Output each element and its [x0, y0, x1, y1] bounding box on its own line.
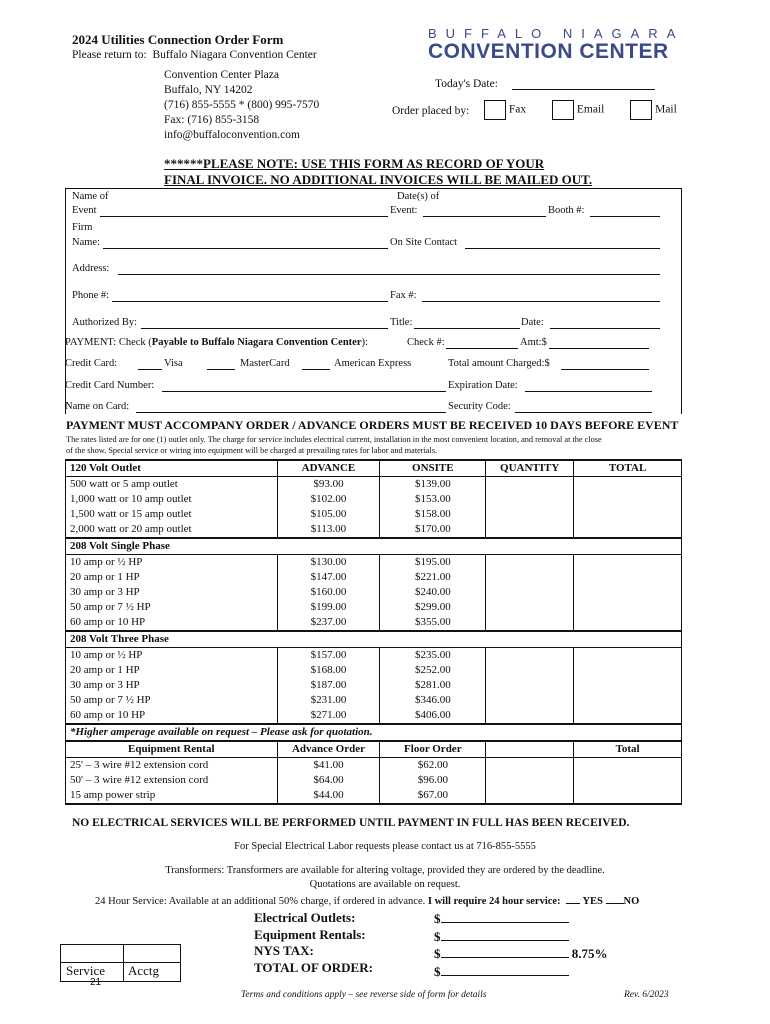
onsite-contact-field[interactable] — [465, 248, 660, 249]
advance-price: $199.00 — [277, 600, 380, 615]
rate-description: 1,500 watt or 15 amp outlet — [66, 507, 278, 522]
electrical-outlets-total[interactable] — [434, 910, 608, 928]
return-label: Please return to: — [72, 49, 147, 61]
payment-line — [65, 337, 368, 348]
logo-top-text: BUFFALO NIAGARA — [428, 26, 685, 41]
advance-price: $271.00 — [277, 708, 380, 724]
hour24-question: I will require 24 hour service: — [427, 896, 561, 907]
quantity-cell[interactable] — [486, 758, 574, 774]
no-service-notice: NO ELECTRICAL SERVICES WILL BE PERFORMED UNTIL PAYMENT IN FULL HAS BEEN RECEIVED. — [72, 817, 630, 829]
firm-name-field[interactable] — [103, 248, 388, 249]
mastercard-label: MasterCard — [240, 358, 290, 369]
equip-header-total: Total — [574, 741, 682, 758]
total-cell[interactable] — [574, 522, 682, 538]
advance-price: $160.00 — [277, 585, 380, 600]
total-cell[interactable] — [574, 507, 682, 522]
advance-price: $113.00 — [277, 522, 380, 538]
amount-line — [441, 910, 569, 923]
event-label: Event — [72, 205, 97, 216]
authorized-by-field[interactable] — [141, 328, 388, 329]
order-total[interactable] — [434, 963, 608, 981]
table-row — [66, 585, 682, 600]
totals-fields — [434, 910, 608, 980]
name-on-card-field[interactable] — [136, 412, 446, 413]
onsite-contact-label: On Site Contact — [390, 237, 458, 248]
payment-suffix: ): — [361, 337, 368, 348]
dollar-sign: $ — [434, 963, 441, 979]
firm-label: Firm — [72, 222, 93, 233]
quantity-cell[interactable] — [486, 693, 574, 708]
equipment-rentals-total[interactable] — [434, 928, 608, 946]
onsite-price: $281.00 — [380, 678, 486, 693]
onsite-price: $158.00 — [380, 507, 486, 522]
onsite-price: $62.00 — [380, 758, 486, 774]
advance-price: $105.00 — [277, 507, 380, 522]
security-code-label: Security Code: — [448, 401, 511, 412]
no-field[interactable] — [606, 903, 624, 904]
advance-price: $64.00 — [277, 773, 380, 788]
notice-line-1: ******PLEASE NOTE: USE THIS FORM AS RECORD OF YOUR — [164, 156, 545, 171]
payment-payable: Payable to Buffalo Niagara Convention Center — [151, 337, 362, 348]
amount-line — [441, 928, 569, 941]
section-208v-single — [66, 555, 682, 632]
yes-label: YES — [582, 896, 603, 907]
advance-price: $44.00 — [277, 788, 380, 804]
todays-date-label: Today's Date: — [435, 78, 498, 90]
amount-field[interactable] — [549, 348, 649, 349]
total-cell[interactable] — [574, 648, 682, 664]
total-cell[interactable] — [574, 708, 682, 724]
onsite-price: $406.00 — [380, 708, 486, 724]
advance-price: $41.00 — [277, 758, 380, 774]
date-label: Date: — [521, 317, 544, 328]
amex-label: American Express — [334, 358, 412, 369]
total-cell[interactable] — [574, 663, 682, 678]
quantity-cell[interactable] — [486, 773, 574, 788]
equip-header-rental: Equipment Rental — [66, 741, 278, 758]
booth-field[interactable] — [590, 216, 660, 217]
payment-notice: PAYMENT MUST ACCOMPANY ORDER / ADVANCE ORDERS MUST BE RECEIVED 10 DAYS BEFORE EVENT — [66, 418, 679, 432]
section-header-row — [66, 631, 682, 648]
event-name-field[interactable] — [100, 216, 388, 217]
email-option-label: Email — [576, 103, 605, 116]
quantity-cell[interactable] — [486, 678, 574, 693]
advance-price: $187.00 — [277, 678, 380, 693]
rate-description: 60 amp or 10 HP — [66, 708, 278, 724]
phone-label: Phone #: — [72, 290, 110, 301]
equip-header-advance: Advance Order — [277, 741, 380, 758]
rate-description: 25' – 3 wire #12 extension cord — [66, 758, 278, 774]
table-row — [66, 570, 682, 585]
total-cell[interactable] — [574, 615, 682, 631]
table-row — [66, 693, 682, 708]
name-on-card-label: Name on Card: — [65, 401, 130, 412]
quantity-cell[interactable] — [486, 507, 574, 522]
fax-label: Fax #: — [390, 290, 417, 301]
quantity-cell[interactable] — [486, 615, 574, 631]
form-title: 2024 Utilities Connection Order Form — [72, 32, 284, 47]
onsite-price: $221.00 — [380, 570, 486, 585]
quantity-cell[interactable] — [486, 600, 574, 615]
quantity-cell[interactable] — [486, 663, 574, 678]
rates-note-1: The rates listed are for one (1) outlet only. The charge for service includes electrical current, installation in the most convenient location, and removal at the close — [66, 435, 602, 444]
address-label: Address: — [72, 263, 110, 274]
tax-rate: 8.75% — [571, 946, 608, 961]
onsite-price: $153.00 — [380, 492, 486, 507]
quantity-cell[interactable] — [486, 708, 574, 724]
visa-label: Visa — [164, 358, 183, 369]
return-to-name: Buffalo Niagara Convention Center — [152, 49, 317, 61]
quantity-cell[interactable] — [486, 555, 574, 571]
quantity-cell[interactable] — [486, 570, 574, 585]
equip-header-quantity — [486, 741, 574, 758]
hour24-line — [95, 896, 639, 907]
amount-line — [441, 945, 569, 958]
quantity-cell[interactable] — [486, 492, 574, 507]
onsite-price: $67.00 — [380, 788, 486, 804]
table-row — [66, 663, 682, 678]
mail-option-label: Mail — [655, 103, 677, 116]
col-header-advance: ADVANCE — [277, 460, 380, 477]
onsite-price: $299.00 — [380, 600, 486, 615]
address-line: Buffalo, NY 14202 — [164, 84, 253, 96]
table-row — [66, 600, 682, 615]
rate-description: 10 amp or ½ HP — [66, 555, 278, 571]
total-cell[interactable] — [574, 585, 682, 600]
notice-line-2: FINAL INVOICE. NO ADDITIONAL INVOICES WILL BE MAILED OUT. — [164, 172, 593, 187]
mail-checkbox[interactable] — [630, 100, 652, 120]
total-order-label: TOTAL OF ORDER: — [254, 959, 373, 975]
advance-price: $237.00 — [277, 615, 380, 631]
higher-amperage-row — [66, 724, 682, 741]
dollar-sign: $ — [434, 946, 441, 961]
advance-price: $157.00 — [277, 648, 380, 664]
total-cell[interactable] — [574, 693, 682, 708]
date-field[interactable] — [550, 328, 660, 329]
table-row — [66, 708, 682, 724]
col-header-total: TOTAL — [574, 460, 682, 477]
quantity-cell[interactable] — [486, 585, 574, 600]
rate-description: 30 amp or 3 HP — [66, 585, 278, 600]
check-number-label: Check #: — [407, 337, 445, 348]
nys-tax-label: NYS TAX: — [254, 943, 314, 958]
acctg-label: Acctg — [128, 963, 160, 978]
phone-line: (716) 855-5555 * (800) 995-7570 — [164, 99, 320, 111]
payment-prefix: PAYMENT: Check ( — [65, 337, 152, 348]
email-line: info@buffaloconvention.com — [164, 129, 300, 141]
table-row — [66, 758, 682, 774]
email-checkbox[interactable] — [552, 100, 574, 120]
nys-tax-total[interactable] — [434, 945, 608, 963]
advance-price: $93.00 — [277, 477, 380, 493]
rate-description: 60 amp or 10 HP — [66, 615, 278, 631]
advance-price: $231.00 — [277, 693, 380, 708]
section-title-208-single: 208 Volt Single Phase — [66, 538, 682, 555]
name-of-label: Name of — [72, 191, 109, 202]
mastercard-checkbox[interactable] — [207, 369, 235, 370]
table-row — [66, 648, 682, 664]
rate-description: 50 amp or 7 ½ HP — [66, 693, 278, 708]
onsite-price: $346.00 — [380, 693, 486, 708]
higher-amperage-note: *Higher amperage available on request – Please ask for quotation. — [66, 724, 682, 741]
total-charged-label: Total amount Charged:$ — [448, 358, 550, 369]
expiration-field[interactable] — [525, 391, 652, 392]
visa-checkbox[interactable] — [138, 369, 162, 370]
section-title-208-three: 208 Volt Three Phase — [66, 631, 682, 648]
onsite-price: $96.00 — [380, 773, 486, 788]
onsite-price: $355.00 — [380, 615, 486, 631]
table-header-row — [66, 460, 682, 477]
onsite-price: $252.00 — [380, 663, 486, 678]
total-charged-field[interactable] — [561, 369, 649, 370]
section-120v — [66, 477, 682, 539]
phone-field[interactable] — [112, 301, 388, 302]
hour24-text: 24 Hour Service: Available at an additional 50% charge, if ordered in advance. — [95, 896, 426, 907]
address-field[interactable] — [118, 274, 660, 275]
total-cell[interactable] — [574, 758, 682, 774]
address-line: Convention Center Plaza — [164, 69, 279, 81]
transformers-line: Transformers: Transformers are available for altering voltage, provided they are ordered by the deadline. — [165, 865, 605, 876]
table-row — [66, 615, 682, 631]
office-box-divider — [123, 944, 124, 982]
rate-description: 2,000 watt or 20 amp outlet — [66, 522, 278, 538]
return-to-line — [72, 49, 317, 61]
dollar-sign: $ — [434, 911, 441, 926]
advance-price: $147.00 — [277, 570, 380, 585]
totals-labels — [254, 910, 373, 976]
service-label: Service — [66, 963, 105, 978]
total-cell[interactable] — [574, 492, 682, 507]
table-row — [66, 678, 682, 693]
expiration-label: Expiration Date: — [448, 380, 518, 391]
advance-price: $130.00 — [277, 555, 380, 571]
amount-label: Amt:$ — [520, 337, 547, 348]
no-label: NO — [623, 896, 640, 907]
todays-date-field[interactable] — [512, 89, 655, 90]
rate-description: 50 amp or 7 ½ HP — [66, 600, 278, 615]
fax-line: Fax: (716) 855-3158 — [164, 114, 260, 126]
booth-label: Booth #: — [548, 205, 585, 216]
rate-description: 50' – 3 wire #12 extension cord — [66, 773, 278, 788]
dollar-sign: $ — [434, 928, 441, 944]
quantity-cell[interactable] — [486, 788, 574, 804]
revision-label: Rev. 6/2023 — [624, 990, 669, 1000]
table-row — [66, 477, 682, 493]
col-header-outlet: 120 Volt Outlet — [66, 460, 278, 477]
total-cell[interactable] — [574, 788, 682, 804]
authorized-by-label: Authorized By: — [72, 317, 138, 328]
quotations-line: Quotations are available on request. — [309, 879, 461, 890]
order-options — [484, 100, 677, 120]
table-row — [66, 507, 682, 522]
firm-name-label: Name: — [72, 237, 100, 248]
event-dates-label: Event: — [390, 205, 418, 216]
equipment-rows — [66, 758, 682, 805]
quantity-cell[interactable] — [486, 522, 574, 538]
amount-line — [441, 963, 569, 976]
quantity-cell[interactable] — [486, 648, 574, 664]
advance-price: $168.00 — [277, 663, 380, 678]
advance-price: $102.00 — [277, 492, 380, 507]
address-block — [164, 68, 319, 143]
rate-description: 20 amp or 1 HP — [66, 570, 278, 585]
rates-note-2: of the show. Special service or wiring into equipment will be charged at prevailing rates for labor and materials. — [66, 446, 438, 455]
onsite-price: $235.00 — [380, 648, 486, 664]
logo-bottom-text: CONVENTION CENTER — [428, 40, 669, 63]
table-row — [66, 492, 682, 507]
total-cell[interactable] — [574, 600, 682, 615]
onsite-price: $195.00 — [380, 555, 486, 571]
page-number: 21 — [90, 977, 102, 988]
title-field[interactable] — [414, 328, 520, 329]
fax-field[interactable] — [422, 301, 660, 302]
security-code-field[interactable] — [515, 412, 652, 413]
rate-description: 500 watt or 5 amp outlet — [66, 477, 278, 493]
amex-checkbox[interactable] — [302, 369, 330, 370]
fax-option-label: Fax — [508, 103, 527, 116]
total-cell[interactable] — [574, 678, 682, 693]
onsite-price: $139.00 — [380, 477, 486, 493]
table-row — [66, 773, 682, 788]
onsite-price: $170.00 — [380, 522, 486, 538]
equip-header-floor: Floor Order — [380, 741, 486, 758]
rates-table — [65, 459, 682, 805]
electrical-outlets-label: Electrical Outlets: — [254, 910, 356, 925]
cc-number-field[interactable] — [162, 391, 446, 392]
rate-description: 10 amp or ½ HP — [66, 648, 278, 664]
total-cell[interactable] — [574, 570, 682, 585]
order-placed-label: Order placed by: — [392, 105, 470, 117]
quantity-cell[interactable] — [486, 477, 574, 493]
check-number-field[interactable] — [446, 348, 518, 349]
terms-line: Terms and conditions apply – see reverse side of form for details — [241, 990, 487, 1000]
rate-description: 1,000 watt or 10 amp outlet — [66, 492, 278, 507]
rate-description: 20 amp or 1 HP — [66, 663, 278, 678]
col-header-onsite: ONSITE — [380, 460, 486, 477]
rate-description: 30 amp or 3 HP — [66, 678, 278, 693]
total-cell[interactable] — [574, 555, 682, 571]
table-row — [66, 555, 682, 571]
credit-card-label: Credit Card: — [65, 358, 118, 369]
special-labor-line: For Special Electrical Labor requests please contact us at 716-855-5555 — [234, 841, 536, 852]
yes-field[interactable] — [566, 903, 580, 904]
section-header-row — [66, 538, 682, 555]
cc-number-label: Credit Card Number: — [65, 380, 155, 391]
section-208v-three — [66, 648, 682, 725]
equipment-header-row — [66, 741, 682, 758]
total-cell[interactable] — [574, 477, 682, 493]
total-cell[interactable] — [574, 773, 682, 788]
table-row — [66, 788, 682, 804]
col-header-quantity: QUANTITY — [486, 460, 574, 477]
fax-checkbox[interactable] — [484, 100, 506, 120]
title-label: Title: — [390, 317, 413, 328]
dates-of-label: Date(s) of — [397, 191, 440, 202]
onsite-price: $240.00 — [380, 585, 486, 600]
event-dates-field[interactable] — [423, 216, 546, 217]
equipment-rentals-label: Equipment Rentals: — [254, 926, 366, 942]
table-row — [66, 522, 682, 538]
rate-description: 15 amp power strip — [66, 788, 278, 804]
